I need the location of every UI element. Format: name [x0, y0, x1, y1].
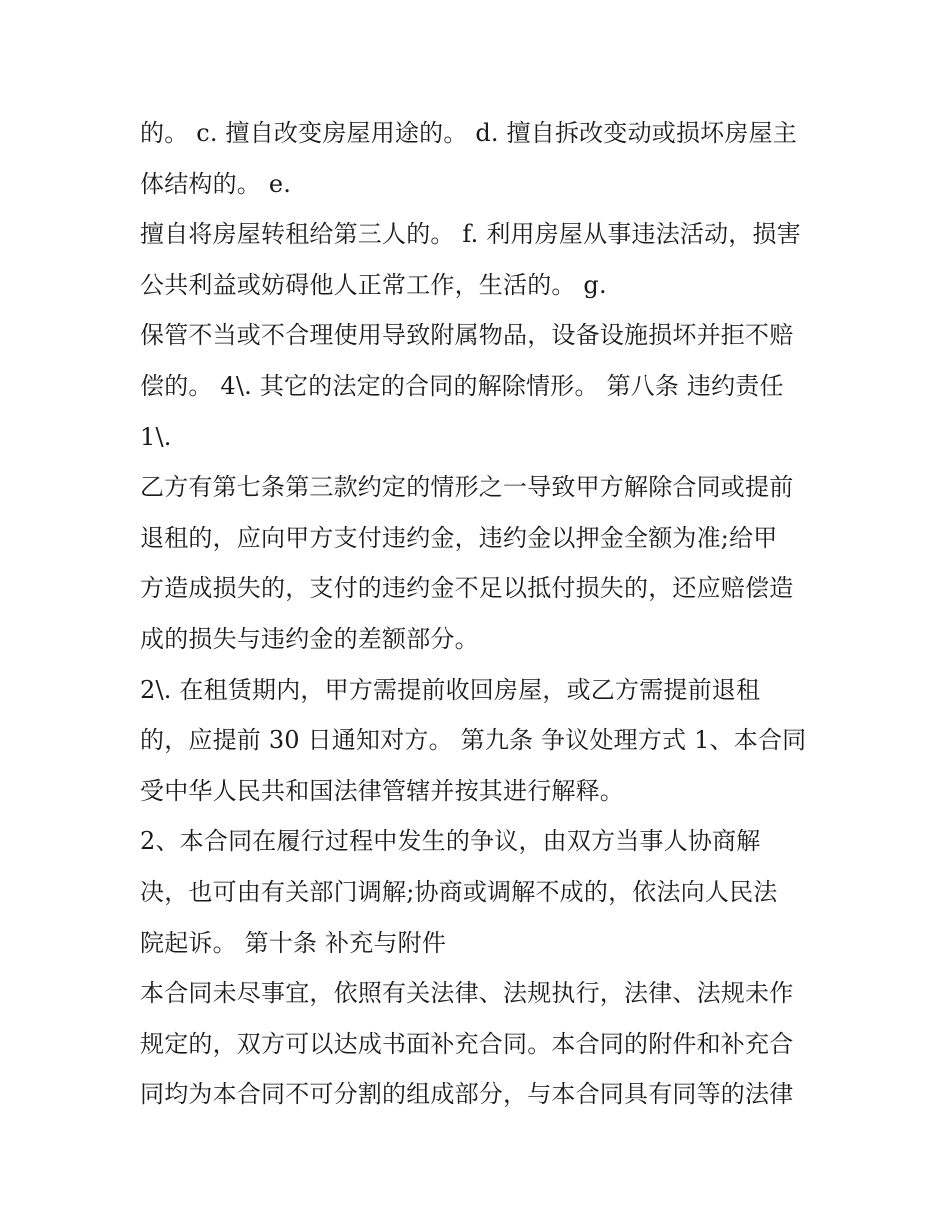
- text-line: 2、本合同在履行过程中发生的争议，由双方当事人协商解: [140, 827, 761, 856]
- text-line: 的，应提前 30 日通知对方。 第九条 争议处理方式 1、本合同: [140, 726, 807, 755]
- text-line: 退租的，应向甲方支付违约金，违约金以押金全额为准;给甲: [140, 523, 778, 552]
- text-line: 方造成损失的，支付的违约金不足以抵付损失的，还应赔偿造: [140, 574, 794, 603]
- text-line: 乙方有第七条第三款约定的情形之一导致甲方解除合同或提前: [140, 473, 794, 502]
- text-line: 受中华人民共和国法律管辖并按其进行解释。: [140, 776, 624, 805]
- text-line: 院起诉。 第十条 补充与附件: [140, 928, 447, 957]
- text-line: 的。 c. 擅自改变房屋用途的。 d. 擅自拆改变动或损坏房屋主: [140, 119, 797, 147]
- text-line: 公共利益或妨碍他人正常工作，生活的。 g.: [140, 270, 607, 299]
- text-line: 规定的，双方可以达成书面补充合同。本合同的附件和补充合: [140, 1029, 794, 1058]
- text-line: 体结构的。 e.: [140, 169, 292, 198]
- text-line: 1\.: [140, 422, 172, 451]
- contract-text-body: [140, 108, 830, 1120]
- text-line: 偿的。 4\. 其它的法定的合同的解除情形。 第八条 违约责任: [140, 371, 784, 400]
- text-line: 保管不当或不合理使用导致附属物品，设备设施损坏并拒不赔: [140, 321, 794, 350]
- text-line: 本合同未尽事宜，依照有关法律、法规执行，法律、法规未作: [140, 979, 794, 1008]
- text-line: 擅自将房屋转租给第三人的。 f. 利用房屋从事违法活动，损害: [140, 220, 801, 249]
- text-line: 决，也可由有关部门调解;协商或调解不成的，依法向人民法: [140, 877, 778, 906]
- text-line: 成的损失与违约金的差额部分。: [140, 624, 479, 653]
- text-line: 同均为本合同不可分割的组成部分，与本合同具有同等的法律: [140, 1080, 794, 1109]
- text-line: 2\. 在租赁期内，甲方需提前收回房屋，或乙方需提前退租: [140, 675, 761, 704]
